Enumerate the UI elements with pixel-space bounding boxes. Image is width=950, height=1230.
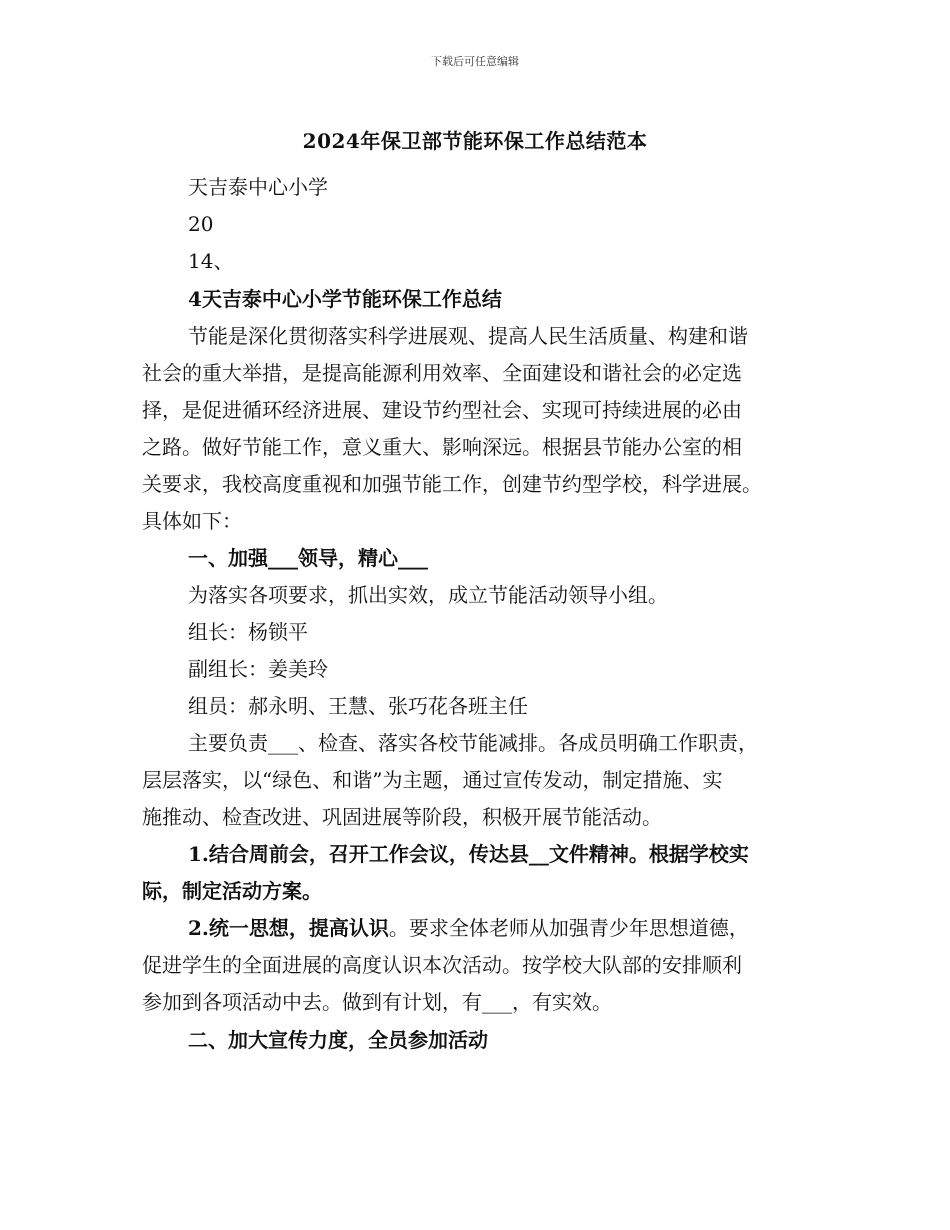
page-header-note: 下载后可任意编辑 bbox=[431, 55, 519, 68]
section1-heading: 一、加强___领导，精心___ bbox=[188, 546, 428, 570]
year-line-2: 14、 bbox=[188, 249, 234, 273]
point1-line: 际，制定活动方案。 bbox=[142, 879, 322, 903]
duty-line: 主要负责___、检查、落实各校节能减排。各成员明确工作职责， bbox=[188, 731, 758, 755]
duty-line: 层层落实，以“绿色、和谐”为主题，通过宣传发动，制定措施、实 bbox=[142, 768, 723, 792]
point2-first-line bbox=[188, 913, 868, 943]
intro-line: 节能是深化贯彻落实科学进展观、提高人民生活质量、构建和谐 bbox=[188, 324, 748, 348]
document-subtitle: 4天吉泰中心小学节能环保工作总结 bbox=[188, 287, 502, 311]
point2-line: 促进学生的全面进展的高度认识本次活动。按学校大队部的安排顺利 bbox=[142, 953, 742, 977]
point2-heading: 2.统一思想，提高认识 bbox=[188, 916, 389, 940]
school-name: 天吉泰中心小学 bbox=[188, 175, 328, 199]
point2-line: 参加到各项活动中去。做到有计划，有___，有实效。 bbox=[142, 990, 612, 1014]
group-members: 组员：郝永明、王慧、张巧花各班主任 bbox=[188, 694, 528, 718]
vice-group-leader: 副组长：姜美玲 bbox=[188, 657, 328, 681]
intro-line: 择，是促进循环经济进展、建设节约型社会、实现可持续进展的必由 bbox=[142, 398, 742, 422]
point2-text: 。要求全体老师从加强青少年思想道德， bbox=[388, 916, 749, 940]
intro-line: 之路。做好节能工作，意义重大、影响深远。根据县节能办公室的相 bbox=[142, 435, 742, 459]
intro-line: 具体如下： bbox=[142, 509, 242, 533]
intro-line: 关要求，我校高度重视和加强节能工作，创建节约型学校，科学进展。 bbox=[142, 472, 762, 496]
document-title: 2024年保卫部节能环保工作总结范本 bbox=[302, 129, 648, 153]
group-leader: 组长：杨锁平 bbox=[188, 620, 308, 644]
point1-line: 1.结合周前会，召开工作会议，传达县__文件精神。根据学校实 bbox=[188, 842, 749, 866]
section1-intro: 为落实各项要求，抓出实效，成立节能活动领导小组。 bbox=[188, 583, 668, 607]
year-line-1: 20 bbox=[188, 212, 214, 236]
section2-heading: 二、加大宣传力度，全员参加活动 bbox=[188, 1028, 488, 1052]
duty-line: 施推动、检查改进、巩固进展等阶段，积极开展节能活动。 bbox=[142, 805, 662, 829]
intro-line: 社会的重大举措，是提高能源利用效率、全面建设和谐社会的必定选 bbox=[142, 361, 742, 385]
